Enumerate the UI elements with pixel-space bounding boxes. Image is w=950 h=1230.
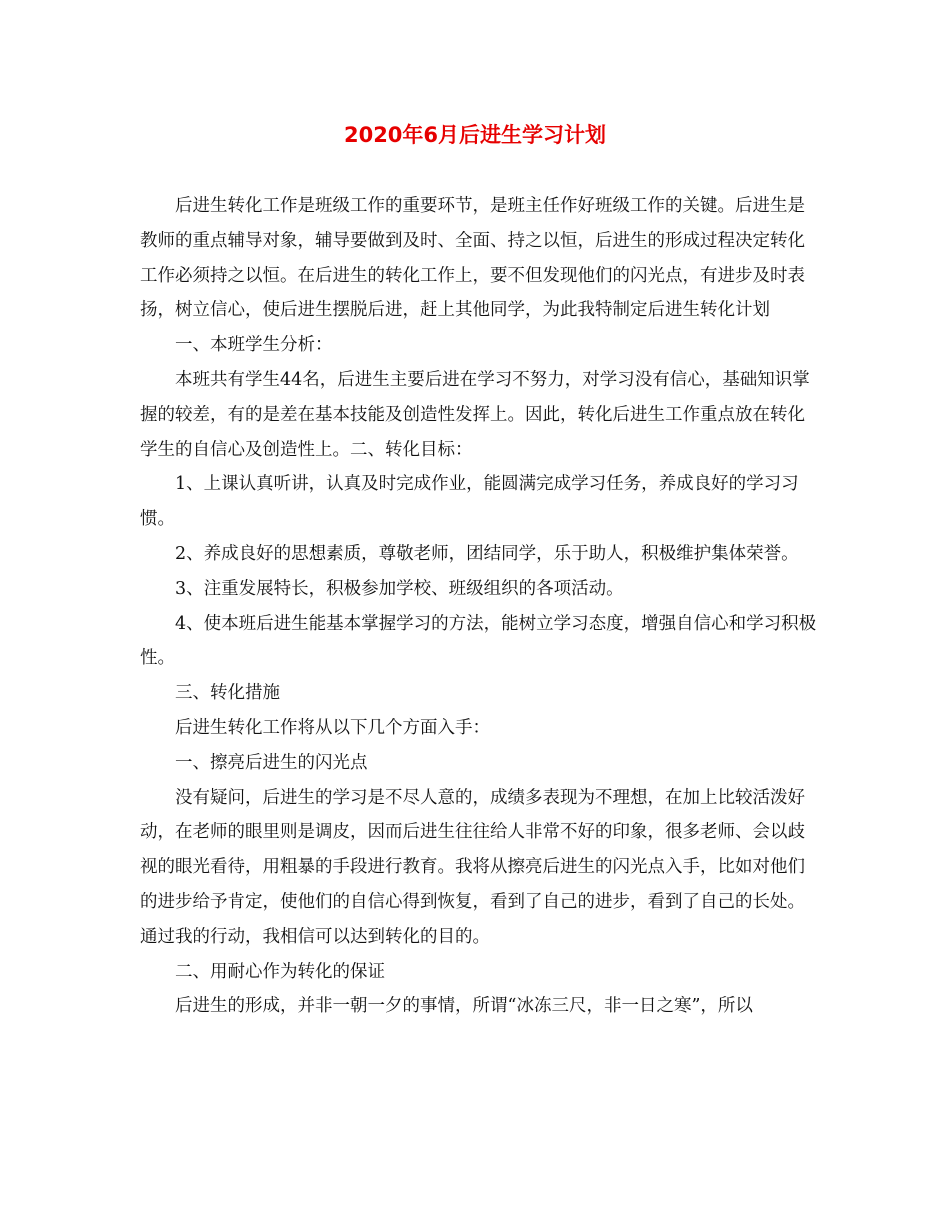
document-body bbox=[140, 189, 820, 1024]
subheading-highlight: 一、擦亮后进生的闪光点 bbox=[175, 752, 368, 773]
goal-item-1: 1、上课认真听讲，认真及时完成作业，能圆满完成学习任务，养成良好的学习习惯。 bbox=[140, 474, 799, 530]
paragraph-patience: 后进生的形成，并非一朝一夕的事情，所谓“冰冻三尺，非一日之寒”，所以 bbox=[175, 996, 753, 1017]
paragraph-analysis: 本班共有学生44名，后进生主要后进在学习不努力，对学习没有信心，基础知识掌握的较差，有的是差在基本技能及创造性发挥上。因此，转化后进生工作重点放在转化学生的自信心及创造性上。二、转化目标： bbox=[140, 369, 810, 460]
goal-item-4: 4、使本班后进生能基本掌握学习的方法，能树立学习态度，增强自信心和学习积极性。 bbox=[140, 613, 817, 669]
paragraph-intro: 后进生转化工作是班级工作的重要环节，是班主任作好班级工作的关键。后进生是教师的重点辅导对象，辅导要做到及时、全面、持之以恒，后进生的形成过程决定转化工作必须持之以恒。在后进生的转化工作上，要不但发现他们的闪光点，有进步及时表扬，树立信心，使后进生摆脱后进，赶上其他同学，为此我特制定后进生转化计划 bbox=[140, 196, 805, 321]
paragraph-highlight: 没有疑问，后进生的学习是不尽人意的，成绩多表现为不理想，在加上比较活泼好动，在老师的眼里则是调皮，因而后进生往往给人非常不好的印象，很多老师、会以歧视的眼光看待，用粗暴的手段进行教育。我将从擦亮后进生的闪光点入手，比如对他们的进步给予肯定，使他们的自信心得到恢复，看到了自己的进步，看到了自己的长处。通过我的行动，我相信可以达到转化的目的。 bbox=[140, 787, 805, 947]
subheading-patience: 二、用耐心作为转化的保证 bbox=[175, 961, 385, 982]
section-heading-analysis: 一、本班学生分析： bbox=[175, 335, 333, 356]
goal-item-3: 3、注重发展特长，积极参加学校、班级组织的各项活动。 bbox=[175, 578, 624, 599]
section-heading-measures: 三、转化措施 bbox=[175, 683, 280, 704]
paragraph-measures-intro: 后进生转化工作将从以下几个方面入手： bbox=[175, 717, 490, 738]
goal-item-2: 2、养成良好的思想素质，尊敬老师，团结同学，乐于助人，积极维护集体荣誉。 bbox=[175, 543, 799, 564]
document-title: 2020年6月后进生学习计划 bbox=[343, 123, 607, 147]
